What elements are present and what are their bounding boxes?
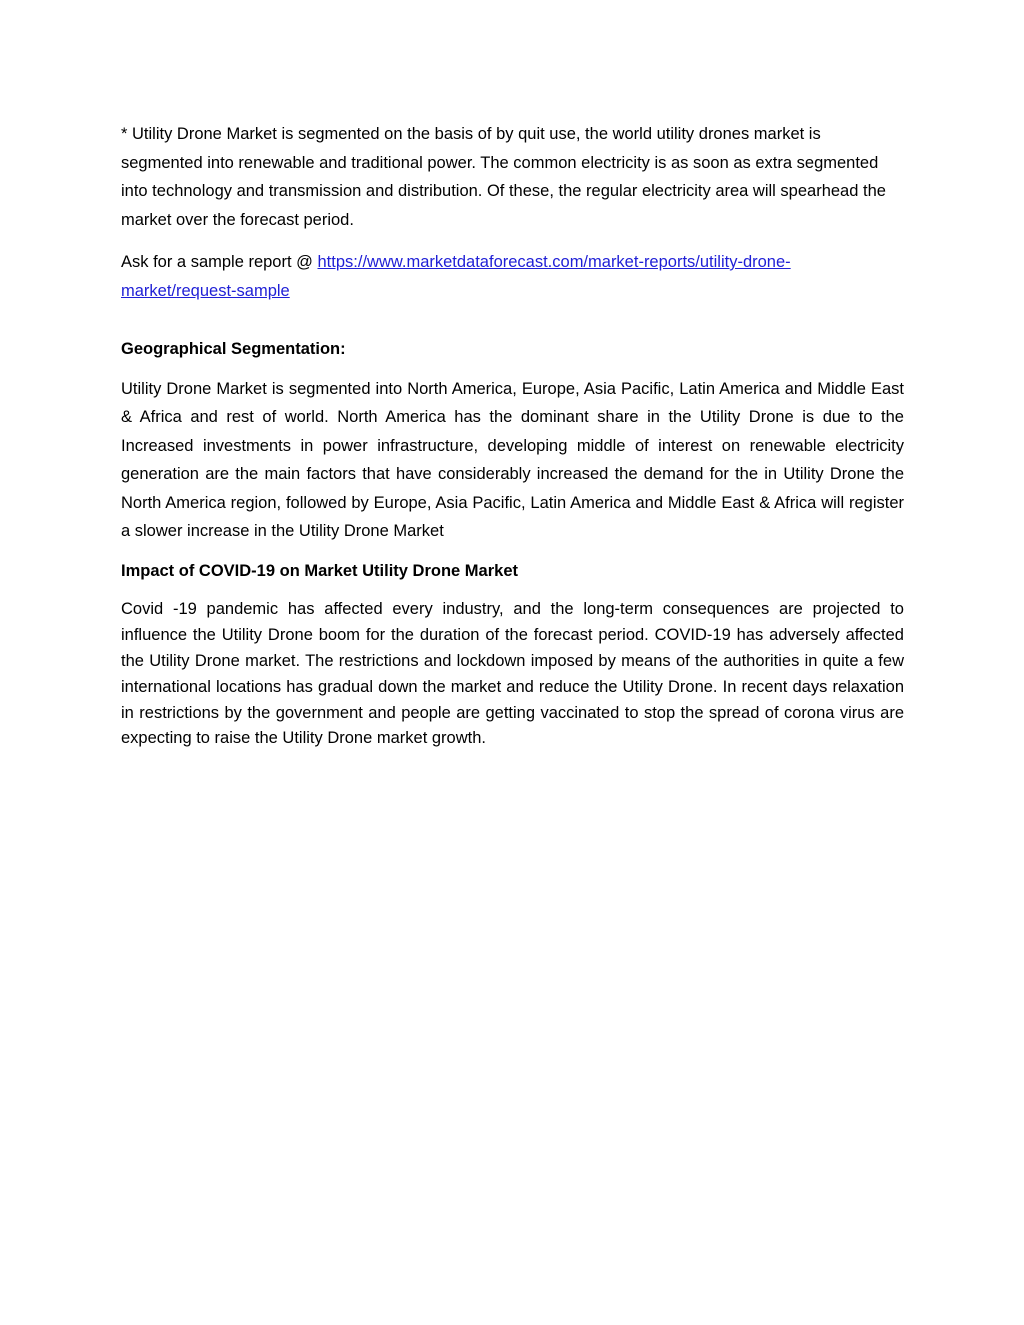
geographical-segmentation-heading: Geographical Segmentation:	[121, 340, 346, 358]
sample-report-prefix: Ask for a sample report @	[121, 253, 318, 271]
sample-report-link[interactable]: https://www.marketdataforecast.com/market-reports/utility-drone-market/request-sample	[121, 253, 791, 300]
document-body	[121, 120, 904, 752]
covid-impact-paragraph: Covid -19 pandemic has affected every industry, and the long-term consequences are projected to influence the Utility Drone boom for the duration of the forecast period. COVID-19 has adversely affected the Utility Drone market. The restrictions and lockdown imposed by means of the authorities in quite a few international locations has gradual down the market and reduce the Utility Drone. In recent days relaxation in restrictions by the government and people are getting vaccinated to stop the spread of corona virus are expecting to raise the Utility Drone market growth.	[121, 600, 904, 748]
intro-paragraph: * Utility Drone Market is segmented on the basis of by quit use, the world utility drones market is segmented into renewable and traditional power. The common electricity is as soon as extra segmented into technology and transmission and distribution. Of these, the regular electricity area will spearhead the market over the forecast period.	[121, 125, 886, 229]
geographical-segmentation-paragraph: Utility Drone Market is segmented into North America, Europe, Asia Pacific, Latin America and Middle East & Africa and rest of world. North America has the dominant share in the Utility Drone is due to the Increased investments in power infrastructure, developing middle of interest on renewable electricity generation are the main factors that have considerably increased the demand for the in Utility Drone the North America region, followed by Europe, Asia Pacific, Latin America and Middle East & Africa will register a slower increase in the Utility Drone Market	[121, 380, 904, 541]
covid-impact-heading: Impact of COVID-19 on Market Utility Drone Market	[121, 562, 518, 581]
sample-report-paragraph	[121, 248, 904, 305]
